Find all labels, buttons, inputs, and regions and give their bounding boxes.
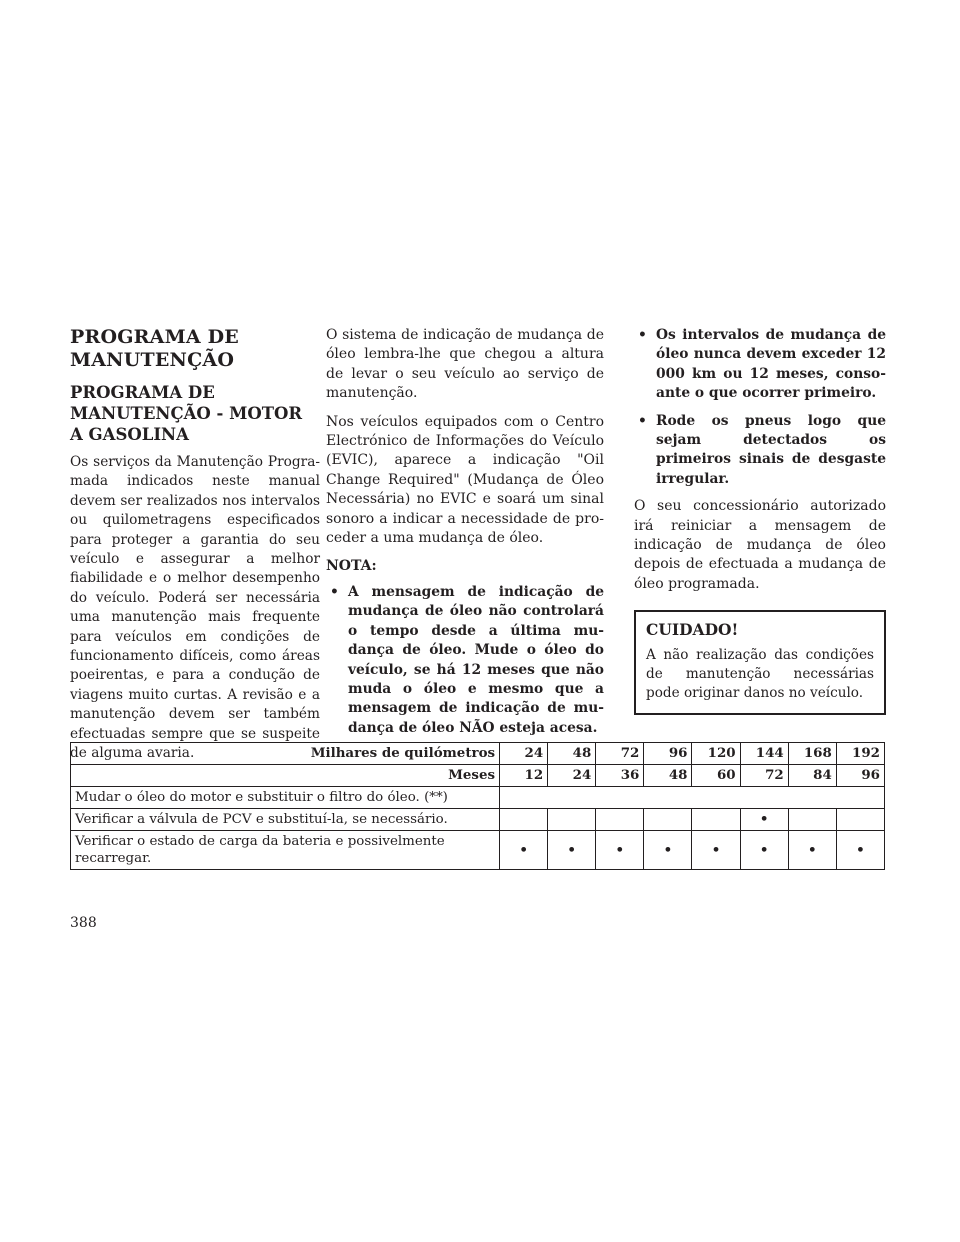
maintenance-schedule-table [70,742,885,870]
caution-box [634,610,886,715]
row-label-km: Milhares de quilómetros [71,743,500,765]
month-cell: 84 [788,765,836,787]
mark-cell [836,809,884,831]
month-cell: 24 [548,765,596,787]
km-cell: 168 [788,743,836,765]
list-item-text: Rode os pneus logo que sejam detectados os primeiros sinais de desgaste irregular. [656,412,886,487]
table-row-km [71,743,885,765]
month-cell: 72 [740,765,788,787]
caution-title: CUIDADO! [646,620,739,640]
km-cell: 144 [740,743,788,765]
mark-cell: • [644,831,692,870]
mark-cell [644,809,692,831]
km-cell: 24 [500,743,548,765]
list-item [326,583,604,738]
dealer-paragraph: O seu concessionário autorizado irá reiniciar a mensagem de indicação de mudança de óleo depois de efectuada a mudança de óleo programada. [634,498,886,592]
section-title: PROGRAMA DE MANUTENÇÃO [70,326,239,371]
km-cell: 96 [644,743,692,765]
column-left [70,326,320,773]
note-label: NOTA: [326,558,377,575]
task-label: Verificar a válvula de PCV e substituí-la, se necessário. [71,809,500,831]
mark-cell: • [596,831,644,870]
list-item [634,326,886,404]
list-item [634,412,886,490]
bullet-icon: • [638,412,647,429]
list-item-text: Os intervalos de mudança de óleo nunca devem exceder 12 000 km ou 12 meses, consoante o que ocorrer primeiro. [656,327,886,402]
km-cell: 72 [596,743,644,765]
month-cell: 36 [596,765,644,787]
table-row [71,809,885,831]
task-label: Verificar o estado de carga da bateria e possivelmente recarregar. [71,831,500,870]
mark-cell [692,809,740,831]
column-middle [326,326,604,746]
mark-cell [788,809,836,831]
mark-cell: • [692,831,740,870]
note-list-continued [634,326,886,489]
page-number: 388 [70,915,97,931]
column-right [634,326,886,715]
table-row [71,787,885,809]
subsection-title: PROGRAMA DE MANUTENÇÃO - MOTOR A GASOLINA [70,383,303,444]
km-cell: 48 [548,743,596,765]
month-cell: 12 [500,765,548,787]
caution-body: A não realização das condições de manutenção necessárias pode originar danos no veículo. [646,647,874,702]
mark-cell: • [740,809,788,831]
km-cell: 120 [692,743,740,765]
month-cell: 96 [836,765,884,787]
row-label-months: Meses [71,765,500,787]
mark-cell: • [836,831,884,870]
km-cell: 192 [836,743,884,765]
task-label: Mudar o óleo do motor e substituir o filtro do óleo. (**) [71,787,500,809]
intro-paragraph: Os serviços da Manutenção Programada indicados neste manual devem ser realizados nos intervalos ou quilometragens especificados para proteger a garantia do seu veículo e assegurar a melhor fiabilidade e o melhor desempenho do veículo. Poderá ser necessária uma manutenção mais frequente para veículos em condições de funcionamento difíceis, como áreas poeirentas, e para a condução de viagens muito curtas. A revisão e a manutenção devem ser também efectuadas sempre que se suspeite de alguma avaria. [70,454,320,762]
month-cell: 60 [692,765,740,787]
note-list [326,583,604,738]
mark-cell: • [500,831,548,870]
table-row-months [71,765,885,787]
mark-cell: • [548,831,596,870]
evic-paragraph: Nos veículos equipados com o Centro Electrónico de Informações do Veículo (EVIC), aparece a indicação "Oil Change Required" (Mudança de Óleo Necessária) no EVIC e soará um sinal sonoro a indicar a necessidade de proceder a uma mudança de óleo. [326,413,604,547]
bullet-icon: • [330,583,339,600]
oil-indicator-paragraph: O sistema de indicação de mudança de óleo lembra-lhe que chegou a altura de levar o seu veículo ao serviço de manutenção. [326,327,604,402]
table-row [71,831,885,870]
bullet-icon: • [638,327,647,343]
mark-cell-empty [500,787,885,809]
month-cell: 48 [644,765,692,787]
mark-cell [500,809,548,831]
mark-cell [548,809,596,831]
mark-cell: • [788,831,836,870]
list-item-text: A mensagem de indicação de mudança de óleo não controlará o tempo desde a última mudança de óleo. Mude o óleo do veículo, se há 12 meses que não muda o óleo e mesmo que a mensagem de indicação de mudança de óleo NÃO esteja acesa. [348,583,604,736]
mark-cell: • [740,831,788,870]
mark-cell [596,809,644,831]
